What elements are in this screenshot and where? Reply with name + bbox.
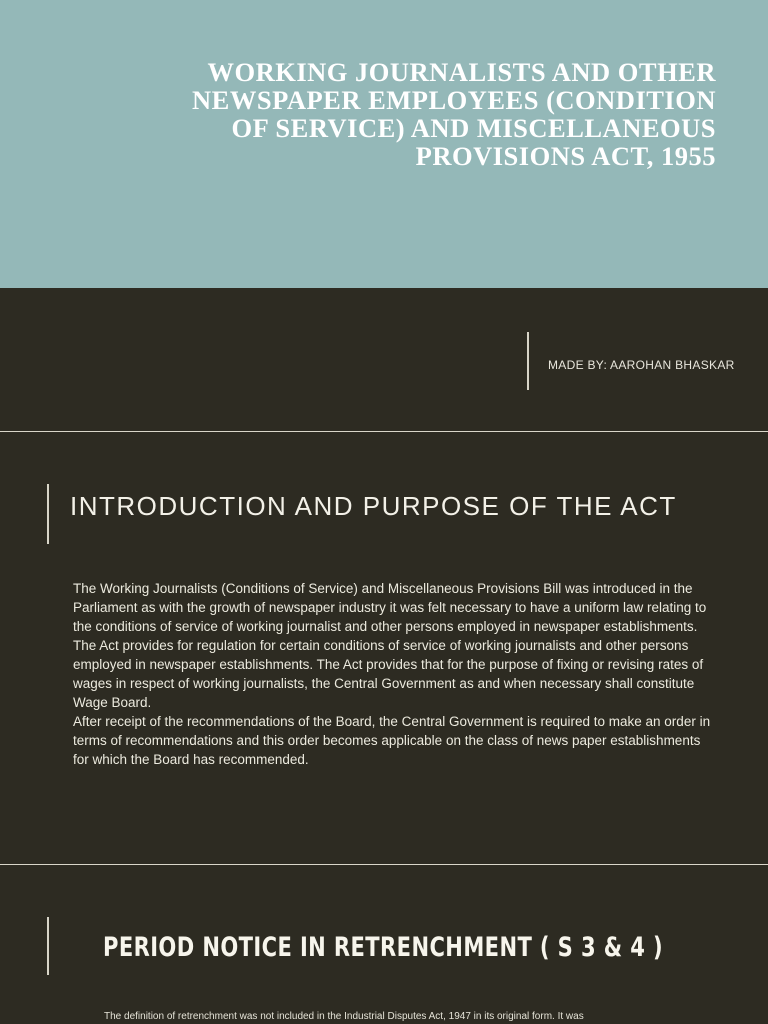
introduction-slide (0, 432, 768, 864)
accent-bar (527, 332, 529, 390)
section-heading: PERIOD NOTICE IN RETRENCHMENT ( S 3 & 4 ) (103, 932, 663, 963)
title-slide-footer (0, 288, 768, 431)
retrenchment-slide (0, 865, 768, 1024)
author-credit: MADE BY: AAROHAN BHASKAR (548, 358, 735, 372)
section-body (73, 579, 713, 769)
body-paragraph: The Working Journalists (Conditions of Service) and Miscellaneous Provisions Bill was introduced in the Parliament as with the growth of newspaper industry it was felt necessary to have a uniform law relating to the conditions of service of working journalist and other persons employed in newspaper establishments. The Act provides for regulation for certain conditions of service of working journalists and other persons employed in newspaper establishments. The Act provides that for the purpose of fixing or revising rates of wages in respect of working journalists, the Central Government as and when necessary shall constitute Wage Board. (73, 581, 707, 710)
accent-bar (47, 484, 49, 544)
title-slide-header (0, 0, 768, 288)
accent-bar (47, 917, 49, 975)
body-paragraph: After receipt of the recommendations of the Board, the Central Government is required to make an order in terms of recommendations and this order becomes applicable on the class of news paper establishments for which the Board has recommended. (73, 714, 711, 767)
document-title: WORKING JOURNALISTS AND OTHER NEWSPAPER EMPLOYEES (CONDITION OF SERVICE) AND MISCELLANEOUS PROVISIONS ACT, 1955 (192, 57, 716, 171)
body-paragraph: The definition of retrenchment was not included in the Industrial Disputes Act, 1947 in its original form. It was (104, 1011, 584, 1022)
section-heading: INTRODUCTION AND PURPOSE OF THE ACT (70, 491, 677, 521)
